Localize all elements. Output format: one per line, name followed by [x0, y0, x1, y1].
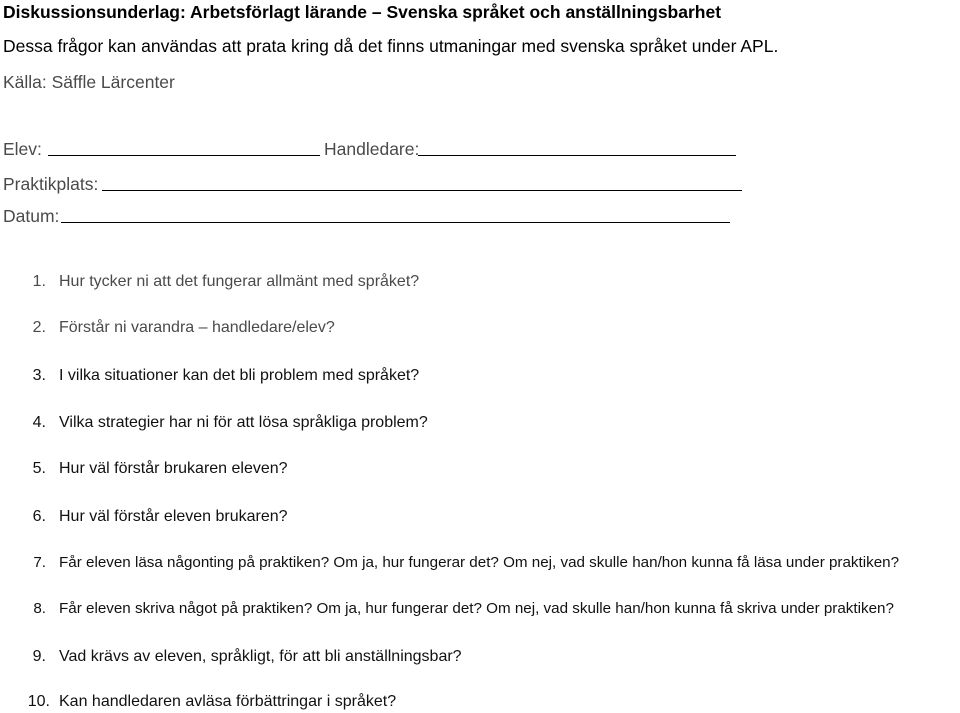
handledare-label: Handledare:	[324, 139, 420, 159]
question-text: Hur väl förstår brukaren eleven?	[59, 460, 288, 477]
datum-field[interactable]	[61, 222, 730, 223]
question-number: 2.	[32, 319, 46, 336]
datum-row	[3, 204, 953, 230]
question-text: Kan handledaren avläsa förbättringar i språket?	[59, 693, 397, 710]
question-text: Hur väl förstår eleven brukaren?	[59, 508, 288, 525]
question-number: 1.	[32, 273, 46, 290]
question-number: 8.	[33, 600, 46, 617]
datum-label: Datum:	[3, 206, 60, 226]
question-text: Förstår ni varandra – handledare/elev?	[59, 319, 335, 336]
document-title: Diskussionsunderlag: Arbetsförlagt lärande – Svenska språket och anställningsbarhet	[3, 2, 722, 22]
document-source: Källa: Säffle Lärcenter	[3, 72, 175, 92]
handledare-field[interactable]	[418, 155, 736, 156]
question-number: 6.	[32, 508, 46, 525]
question-number: 3.	[32, 367, 46, 384]
question-text: Vilka strategier har ni för att lösa språkliga problem?	[59, 414, 428, 431]
praktikplats-field[interactable]	[102, 190, 742, 191]
question-number: 10.	[27, 693, 50, 710]
document-intro: Dessa frågor kan användas att prata kring då det finns utmaningar med svenska språket under APL.	[3, 36, 779, 56]
question-number: 9.	[32, 648, 46, 665]
question-text: Hur tycker ni att det fungerar allmänt med språket?	[59, 273, 420, 290]
question-text: Får eleven skriva något på praktiken? Om ja, hur fungerar det? Om nej, vad skulle han/hon kunna få skriva under praktiken?	[59, 600, 894, 617]
question-number: 4.	[32, 414, 46, 431]
elev-field[interactable]	[48, 155, 320, 156]
question-text: Får eleven läsa någonting på praktiken? Om ja, hur fungerar det? Om nej, vad skulle han/hon kunna få läsa under praktiken?	[59, 554, 900, 571]
praktikplats-label: Praktikplats:	[3, 174, 99, 194]
question-number: 7.	[33, 554, 46, 571]
question-text: Vad krävs av eleven, språkligt, för att bli anställningsbar?	[59, 648, 462, 665]
elev-label: Elev:	[3, 139, 42, 159]
elev-handledare-row	[3, 137, 953, 163]
praktikplats-row	[3, 172, 953, 198]
question-text: I vilka situationer kan det bli problem med språket?	[59, 367, 420, 384]
question-number: 5.	[32, 460, 46, 477]
